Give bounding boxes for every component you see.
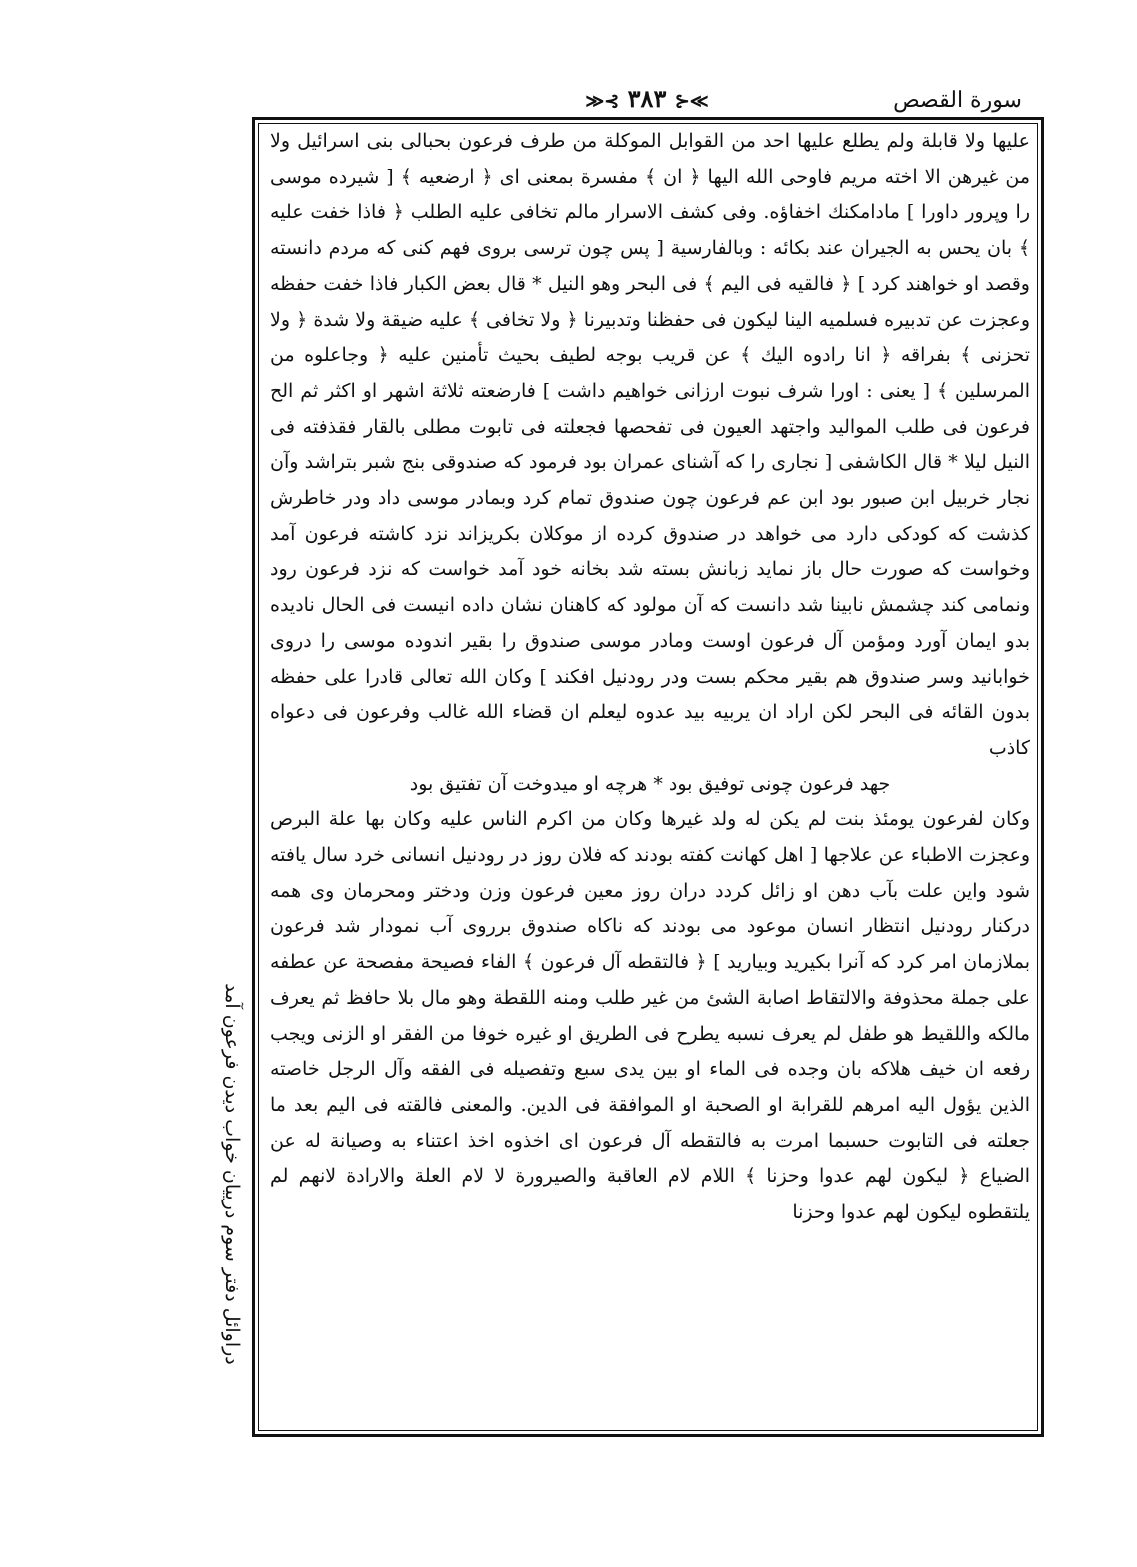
surah-title: سورة القصص (893, 88, 1022, 113)
ornament-left: ≫⊰ (585, 91, 620, 112)
main-text-top (270, 124, 1030, 1231)
ornament-right: ⊱≪ (674, 91, 709, 112)
margin-note-text: دراوائل دفتر سوم درییان خواب دیدن فرعون آمد (221, 983, 243, 1365)
page-number: ٣٨٣ (627, 84, 667, 113)
verse-line: جهد فرعون چونى توفيق بود * هرچه او ميدوخت آن تفتيق بود (409, 772, 891, 795)
paragraph-bottom: وكان لفرعون يومئذ بنت لم يكن له ولد غيرها وكان من اكرم الناس عليه وكان بها علة البرص وعجزت الاطباء عن علاجها [ اهل كهانت كفته بودند كه فلان روز در رودنيل انسانى خرد سال يافته شود واين علت بآب دهن او زائل كردد دران روز معين فرعون وزن ودختر ومحرمان وى همه دركنار رودنيل انتظار انسان موعود مى بودند كه ناكاه صندوق برروى آب نمودار شد فرعون بملازمان امر كرد كه آنرا بكيريد وبياريد ] ﴿ فالتقطه آل فرعون ﴾ الفاء فصيحة مفصحة عن عطفه على جملة محذوفة والالتقاط اصابة الشئ من غير طلب ومنه اللقطة وهو مال بلا حافظ ثم يعرف مالكه واللقيط هو طفل لم يعرف نسبه يطرح فى الطريق او غيره خوفا من الفقر او الزنى ويجب رفعه ان خيف هلاكه بان وجده فى الماء او بين يدى سبع وتفصيله فى الفقه وآل الرجل خاصته الذين يؤول اليه امرهم للقرابة او الصحبة او الموافقة فى الدين. والمعنى فالقته فى اليم بعد ما جعلته فى التابوت حسبما امرت به فالتقطه آل فرعون اى اخذوه اخذ اعتناء به وصيانة له عن الضياع ﴿ ليكون لهم عدوا وحزنا ﴾ اللام لام العاقبة والصيرورة لا لام العلة والارادة لانهم لم يلتقطوه ليكون لهم عدوا وحزنا (270, 808, 1030, 1224)
paragraph-top: عليها ولا قابلة ولم يطلع عليها احد من القوابل الموكلة من طرف فرعون بحبالى بنى اسرائيل ولا من غيرهن الا اخته مريم فاوحى الله اليها ﴿ ان ﴾ مفسرة بمعنى اى ﴿ ارضعيه ﴾ [ شيرده موسى را وپرور داورا ] مادامكنك اخفاؤه. وفى كشف الاسرار مالم تخافى عليه الطلب ﴿ فاذا خفت عليه ﴾ بان يحس به الجيران عند بكائه : وبالفارسية [ پس چون ترسى بروى فهم كنى كه مردم دانسته وقصد او خواهند كرد ] ﴿ فالقيه فى اليم ﴾ فى البحر وهو النيل * قال بعض الكبار فاذا خفت حفظه وعجزت عن تدبيره فسلميه الينا ليكون فى حفظنا وتدبيرنا ﴿ ولا تخافى ﴾ عليه ضيقة ولا شدة ﴿ ولا تحزنى ﴾ بفراقه ﴿ انا رادوه اليك ﴾ عن قريب بوجه لطيف بحيث تأمنين عليه ﴿ وجاعلوه من المرسلين ﴾ [ يعنى : اورا شرف نبوت ارزانى خواهيم داشت ] فارضعته ثلاثة اشهر او اكثر ثم الح فرعون فى طلب المواليد واجتهد العيون فى تفحصها فجعلته فى تابوت مطلى بالقار فقذفته فى النيل ليلا * قال الكاشفى [ نجارى را كه آشناى عمران بود فرمود كه صندوقى بنج شبر بتراشد وآن نجار خربيل ابن صبور بود ابن عم فرعون چون صندوق تمام كرد وبمادر موسى داد ودر خاطرش كذشت كه كودكى دارد مى خواهد در صندوق كرده از موكلان بكريزاند نزد كاشته فرعون آمد وخواست كه صورت حال باز نمايد زبانش بسته شد بخانه خود آمد خواست كه نزد فرعون رود ونمامى كند چشمش نابينا شد دانست كه آن مولود كه كاهنان نشان داده انيست فى الحال ناديده بدو ايمان آورد ومؤمن آل فرعون اوست ومادر موسى صندوق را بقير اندوده موسى را دروى خوابانيد وسر صندوق هم بقير محكم بست ودر رودنيل افكند ] وكان الله تعالى قادرا على حفظه بدون القائه فى البحر لكن اراد ان يربيه بيد عدوه ليعلم ان قضاء الله غالب وفرعون فى دعواه كاذب (270, 130, 1030, 759)
page-number-group (562, 84, 732, 113)
margin-note (212, 914, 252, 1434)
